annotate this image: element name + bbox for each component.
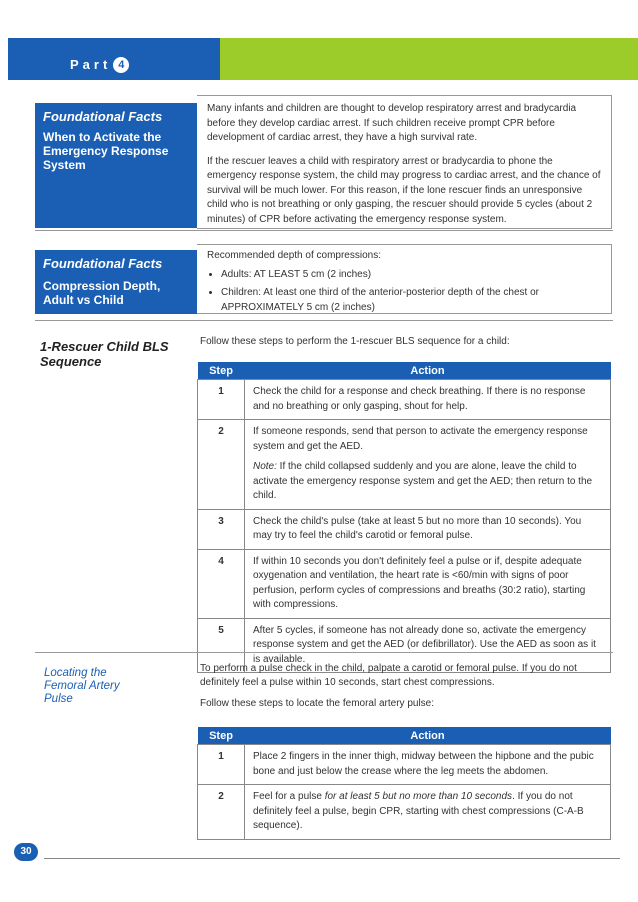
step-action-text: If someone responds, send that person to activate the emergency response system and get the AED. bbox=[253, 426, 588, 452]
step-number: 3 bbox=[198, 509, 245, 549]
ff1-body bbox=[197, 95, 612, 229]
ff2-subtitle: Compression Depth, Adult vs Child bbox=[43, 279, 161, 307]
table-row bbox=[198, 380, 611, 420]
note-label: Note: bbox=[253, 461, 277, 472]
ff1-title: Foundational Facts bbox=[43, 109, 163, 124]
step-number: 2 bbox=[198, 420, 245, 510]
part-label bbox=[70, 57, 129, 73]
col-action-header: Action bbox=[245, 362, 611, 380]
step-note bbox=[253, 460, 602, 504]
section2-steps-intro: Follow these steps to locate the femoral artery pulse: bbox=[200, 698, 435, 709]
step-number: 4 bbox=[198, 549, 245, 618]
table-row bbox=[198, 420, 611, 510]
step-action bbox=[245, 785, 611, 840]
step-action-text: . If you do not definitely feel a pulse, begin CPR, starting with chest compressions (C-A-B sequence). bbox=[253, 791, 584, 831]
table-header-row bbox=[198, 727, 611, 745]
footer-rule bbox=[44, 858, 620, 859]
step-action-text: Feel for a pulse bbox=[253, 791, 325, 802]
step-action: Check the child's pulse (take at least 5 but no more than 10 seconds). You may try to feel the child's carotid or femoral pulse. bbox=[245, 509, 611, 549]
ff2-bullets bbox=[207, 268, 601, 316]
step-number: 1 bbox=[198, 380, 245, 420]
col-step-header: Step bbox=[198, 727, 245, 745]
table-row bbox=[198, 745, 611, 785]
step-action bbox=[245, 420, 611, 510]
table-row bbox=[198, 549, 611, 618]
ff2-bullet: • Children: At least one third of the anterior-posterior depth of the chest or APPROXIMATELY 5 cm (2 inches) bbox=[221, 286, 601, 315]
foundational-facts-box-2 bbox=[35, 250, 197, 314]
step-number: 5 bbox=[198, 618, 245, 673]
divider bbox=[35, 652, 613, 653]
ff2-title: Foundational Facts bbox=[43, 256, 163, 271]
section2-intro: To perform a pulse check in the child, palpate a carotid or femoral pulse. If you do not definitely feel a pulse within 10 seconds, start chest compressions. bbox=[200, 663, 577, 688]
foundational-facts-box-1 bbox=[35, 103, 197, 228]
page-number: 30 bbox=[14, 843, 38, 861]
table-header-row bbox=[198, 362, 611, 380]
ff1-paragraph: If the rescuer leaves a child with respiratory arrest or bradycardia to phone the emergency response system, the child may progress to cardiac arrest, and the chance of survival will be much lower. For this reason, if the lone rescuer finds an unresponsive child who is not breathing or only gasping, the rescuer should provide 5 cycles (about 2 minutes) of CPR before activating the emergency response system. bbox=[207, 155, 601, 225]
bls-sequence-table bbox=[197, 362, 611, 673]
step-action: Place 2 fingers in the inner thigh, midway between the hipbone and the pubic bone and just below the crease where the leg meets the abdomen. bbox=[245, 745, 611, 785]
divider bbox=[35, 320, 613, 321]
ff2-intro: Recommended depth of compressions: bbox=[207, 250, 381, 261]
col-step-header: Step bbox=[198, 362, 245, 380]
step-action-emphasis: for at least 5 but no more than 10 seconds bbox=[324, 791, 513, 802]
table-row bbox=[198, 785, 611, 840]
step-action: After 5 cycles, if someone has not already done so, activate the emergency response system and get the AED (or defibrillator). Use the AED as soon as it is available. bbox=[245, 618, 611, 673]
step-number: 1 bbox=[198, 745, 245, 785]
part-number-badge: 4 bbox=[113, 57, 129, 73]
part-label-text: Part bbox=[70, 57, 112, 72]
section1-title: 1-Rescuer Child BLS Sequence bbox=[40, 339, 169, 369]
note-text: If the child collapsed suddenly and you are alone, leave the child to activate the emergency response system and get the AED; then return to the child. bbox=[253, 461, 593, 501]
ff2-bullet: • Adults: AT LEAST 5 cm (2 inches) bbox=[221, 268, 601, 283]
section1-intro: Follow these steps to perform the 1-rescuer BLS sequence for a child: bbox=[200, 336, 510, 347]
divider bbox=[35, 230, 613, 231]
step-action: Check the child for a response and check breathing. If there is no response and no breathing or only gasping, shout for help. bbox=[245, 380, 611, 420]
step-number: 2 bbox=[198, 785, 245, 840]
femoral-pulse-table bbox=[197, 727, 611, 840]
ff1-paragraph: Many infants and children are thought to develop respiratory arrest and bradycardia before they develop cardiac arrest. If such children receive prompt CPR before development of cardiac arrest, they have a high survival rate. bbox=[207, 103, 577, 143]
col-action-header: Action bbox=[245, 727, 611, 745]
header-band-green bbox=[220, 38, 638, 80]
ff1-subtitle: When to Activate the Emergency Response System bbox=[43, 130, 169, 172]
step-action: If within 10 seconds you don't definitely feel a pulse or if, despite adequate oxygenation and ventilation, the heart rate is <60/min with signs of poor perfusion, perform cycles of compressions and breaths (30:2 ratio), starting with compressions. bbox=[245, 549, 611, 618]
section2-title: Locating the Femoral Artery Pulse bbox=[44, 667, 120, 705]
ff2-body bbox=[197, 244, 612, 314]
table-row bbox=[198, 509, 611, 549]
